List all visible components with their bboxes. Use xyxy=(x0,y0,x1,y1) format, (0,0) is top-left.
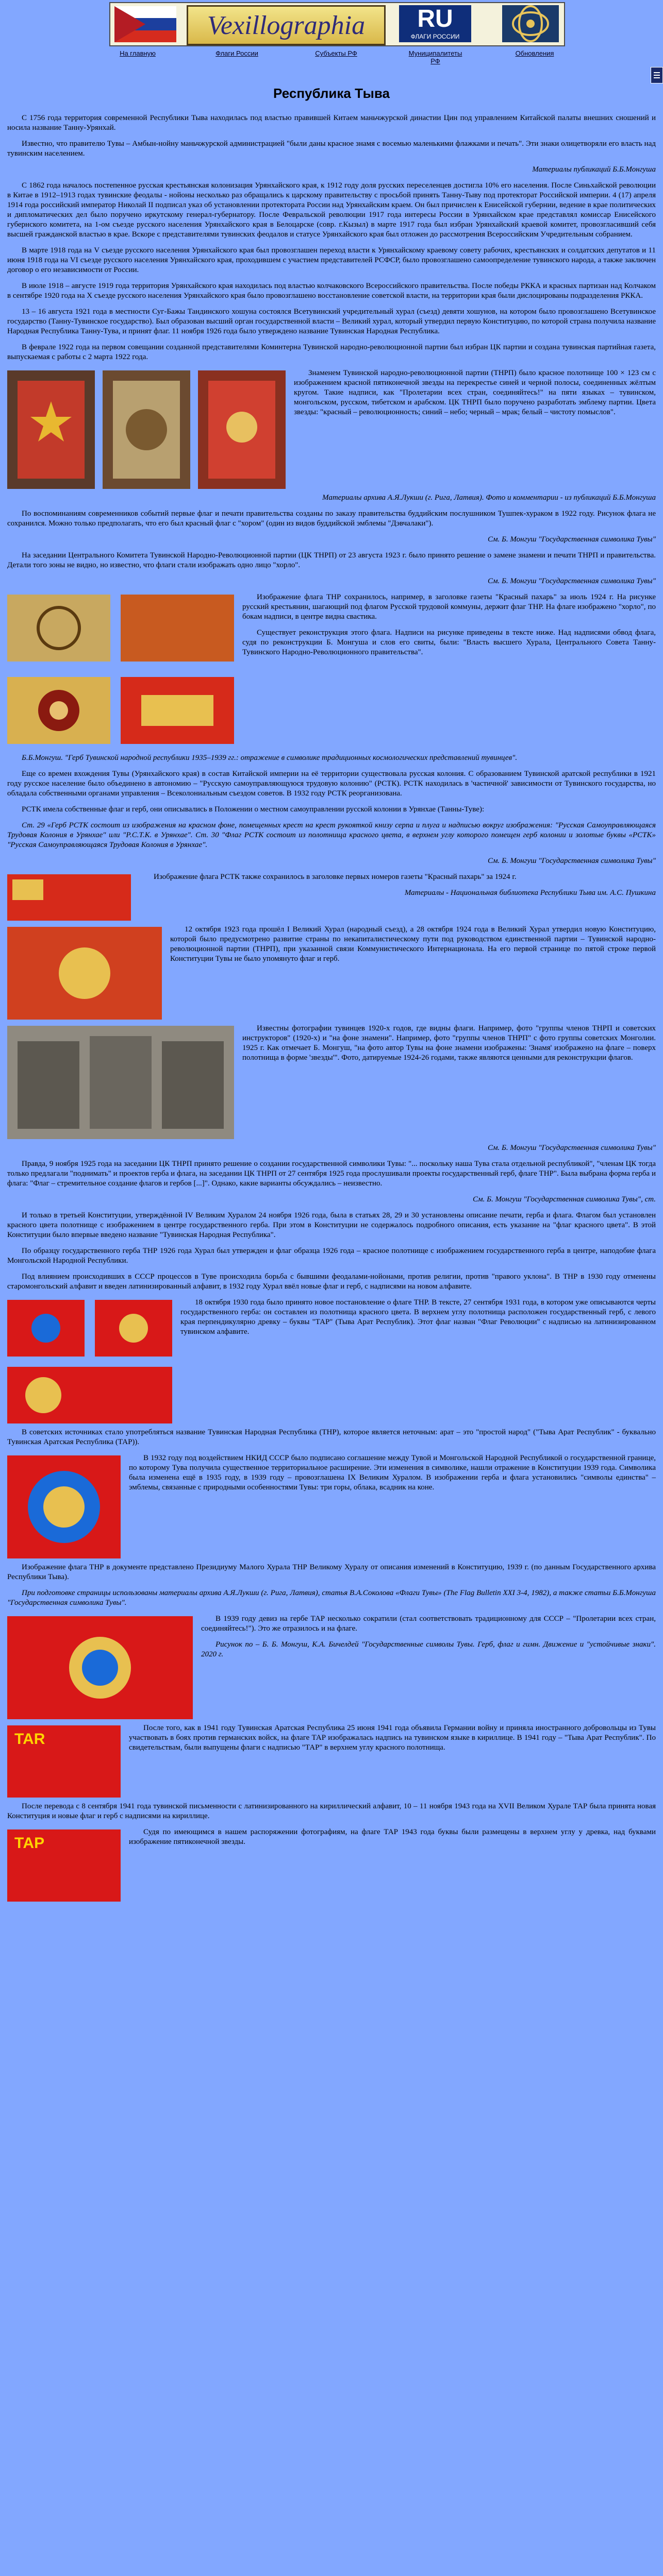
paragraph: Изображение флага ТНР в документе представлено Президиуму Малого Хурала ТНР Великому Хуралу от описания изменений в Конституцию, 1939 г. (по данным Государственного архива Республики Тыва). xyxy=(7,1563,656,1581)
site-title[interactable]: Vexillographia xyxy=(187,5,386,45)
paragraph: В советских источниках стало употребляться название Тувинская Народная Республика (ТНР), которое является неточным: арат – это "простой народ" ("Тыва Арат Республик" - буквально Тувинская Аратская Республика (ТАР)). xyxy=(7,1428,656,1446)
source-note: См. Б. Монгуш "Государственная символика Тувы" xyxy=(487,857,656,865)
figure-text: Изображение флага РСТК также сохранилось в заголовке первых номеров газеты "Красный пахарь" за 1924 г. xyxy=(154,873,517,881)
rstk-flag-image xyxy=(7,874,131,921)
tnr-flag-photos xyxy=(7,595,234,749)
tar-latin-flag xyxy=(7,1725,121,1798)
tnr-flag-figure xyxy=(7,595,234,749)
nav-updates[interactable]: Обновления xyxy=(515,49,554,57)
source-note: См. Б. Монгуш "Государственная символика Тувы", ст. xyxy=(473,1195,656,1204)
tar-flags-1930 xyxy=(7,1300,172,1423)
tar-latin-text: TAR xyxy=(14,1731,45,1748)
nav-municipalities[interactable]: Муниципалитеты РФ xyxy=(408,49,462,65)
khural-figure xyxy=(7,927,162,1020)
tar-1939-flag-figure xyxy=(7,1616,193,1719)
party-banner-figure xyxy=(7,370,286,489)
tar-1939-flag xyxy=(7,1616,193,1719)
party-banner-photo xyxy=(7,370,286,489)
figure-text: 12 октября 1923 года прошёл I Великий Хурал (народный съезд), а 28 октября 1924 года в Великий Хурал утвердил новую Конституцию, которой было предусмотрено развитие страны по некапиталистическому пути под руководством единственной партии – Тувинской народно-революционной партии (ТНРП), при указанной связи Коммунистического Интернационала. На его первой странице по пятой строке первой Конституции Тувы не было упомянуто флаг и герб. xyxy=(170,925,656,963)
figure-text: Существует реконструкция этого флага. Надписи на рисунке приведены в тексте ниже. Над надписями обвод флага, судя по реконструкции Б. Монгуша и слов его свиты, были: "Власть высшего Хурала, Центрального Совета Танну-Тувинского Народно-Революционного правительства". xyxy=(242,629,656,656)
page-title: Республика Тыва xyxy=(273,86,390,101)
russia-flags-badge[interactable] xyxy=(399,5,471,42)
figure-caption: Материалы архива А.Я.Лукши (г. Рига, Латвия). Фото и комментарии - из публикаций Б.Б.Монгуша xyxy=(322,494,656,502)
paragraph: Еще со времен вхождения Тувы (Урянхайского края) в состав Китайской империи на её территории существовала русская колония. С образованием Тувинской аратской республики в 1921 году русское население было объединено в автономию – "Русскую самоуправляющуюся трудовую колонию" (РСТК). РСТК находилась в 'частичной' зависимости от Тувинского государства, но обладала собственными органами управления – Всеколониальным съездом советов. В 1932 году РСТК реорганизована. xyxy=(7,770,656,798)
site-banner xyxy=(109,2,565,46)
paragraph: С 1756 года территория современной Республики Тыва находилась под властью правившей Китаем маньчжурской династии Цин под управлением Китайской палаты внешних сношений и носила название Танну-Урянхай. xyxy=(7,114,656,132)
menu-icon xyxy=(651,67,662,83)
figure-text: После того, как в 1941 году Тувинская Аратская Республика 25 июня 1941 года объявила Германии войну и приняла иностранного добровольцы из Тувы участвовать в боях против германских войск, на флаге ТАР изображалась надпись на тувинском языке в кириллице. В 1941 году – "Тыва Арат Республик". По свидетельствам, были выпущены флаги с надписью "ТАР" в верхнем углу красного полотнища. xyxy=(129,1724,656,1752)
paragraph: Известно, что правителю Тувы – Амбын-нойну маньчжурской администрацией "были даны красное знамя с восемью маленькими флажками и печать". Эти знаки олицетворяли его власть над тувинским населением. xyxy=(7,140,656,158)
paragraph: С 1862 года началось постепенное русская крестьянская колонизация Урянхайского края, к 1912 году доля русских переселенцев достигла 10% его населения. После Синьхайской революции в Китае в 1912–1913 годах тувинские феодалы - нойоны несколько раз обращались к царскому правительству с просьбой принять Танну-Тыву под протекторат Российской империи. 4 (17) апреля 1914 года российский император Николай II подписал указ об установлении протектората России над Урянхайским краем. Он был причислен к Енисейской губернии, ведение в крае политических и дипломатических дел было поручено иркутскому генерал-губернатору. После Февральской революции 1917 года интересы России в Урянхайском крае представлял комиссар Енисейского губернского комитета, на 1-ом съезде русского населения Урянхайского края в Белоцарске (совр. г.Кызыл) в марте 1917 года был избран Урянхайский краевой комитет, провозгласивший себя высшей гражданской властью в крае. Вскоре с представителями тувинских феодалов и статусе Урянхайского края был отложен до рассмотрения Всероссийским Учредительным собранием. xyxy=(7,181,656,239)
figure-text: В 1939 году девиз на гербе ТАР несколько сократили (стал соответствовать традиционному для СССР – "Пролетарии всех стран, соединяйтесь!"). Это же отразилось и на флаге. xyxy=(201,1615,656,1633)
paragraph: На заседании Центрального Комитета Тувинской Народно-Революционной партии (ЦК ТНРП) от 23 августа 1923 г. было принято решение о замене знамени и печати ТНРП и правительства. Детали того зоны не видно, но известно, что флаги стали изображать одно лицо "хорло". xyxy=(7,551,656,569)
source-note: При подготовке страницы использованы материалы архива А.Я.Лукши (г. Рига, Латвия), статья В.А.Соколова «Флаги Тувы» (The Flag Bulletin XXI 3-4, 1982), а также статьи Б.Б.Монгуша "Государственная символика Тувы". xyxy=(7,1589,656,1607)
tar-cyrillic-flag xyxy=(7,1829,121,1902)
source-note: См. Б. Монгуш "Государственная символика Тувы" xyxy=(487,535,656,544)
figure-text: В 1932 году под воздействием НКИД СССР было подписано соглашение между Тувой и Монгольской Народной Республикой о государственной границе, по которому Тува получила существенное территориальное расширение. Эти изменения в символике, нашли отражение в Конституции 1939 года. Символика была изменена ещё в 1935 году, в 1939 году – провозглашена IX Великим Хуралом. В изображении герба и флага установились "символы единства" – эмблемы, связанные с природными особенностями Тувы: три горы, облака, всадник на коне. xyxy=(129,1454,656,1492)
khural-image xyxy=(7,927,162,1020)
photo-1920s-figure xyxy=(7,1026,234,1139)
vexillographia-logo-icon[interactable] xyxy=(114,6,176,42)
figure-caption: Б.Б.Монгуш. "Герб Тувинской народной республики 1935–1939 гг.: отражение в символике традиционных космологических представлений тувинцев". xyxy=(22,754,518,762)
figure-text: Изображение флага ТНР сохранилось, например, в заголовке газеты "Красный пахарь" за июль 1924 г. На рисунке русский крестьянин, шагающий под флагом Русской трудовой коммуны, держит флаг ТНР. На флаге изображено "хорло", по бокам надписи, в центре видна свастика. xyxy=(242,593,656,621)
main-nav xyxy=(109,49,563,67)
knot-emblem-icon[interactable] xyxy=(502,5,559,42)
photo-1920s xyxy=(7,1026,234,1139)
paragraph: По образцу государственного герба ТНР 1926 года Хурал был утвержден и флаг образца 1926 года – красное полотнище с изображением государственного герба в центре, наподобие флага Монгольской Народной Республики. xyxy=(7,1247,656,1265)
paragraph: По воспоминаниям современников событий первые флаг и печати правительства созданы по заказу правительства буддийским послушником Тушпек-хураком в 1922 году. Рисунок флага не сохранился. Можно только предполагать, что его был красный флаг с "хором" (один из видов буддийской эмблемы "Дэвчалаки"). xyxy=(7,510,656,528)
tar-emblem-figure xyxy=(7,1455,121,1558)
nav-federal-subjects[interactable]: Субъекты РФ xyxy=(315,49,357,57)
tar-cyrillic-text: ТАР xyxy=(14,1835,45,1852)
figure-text: 18 октября 1930 года было принято новое постановление о флаге ТНР. В тексте, 27 сентября 1931 года, в котором уже описываются черты государственного герба: он составлен из полотнища красного цвета. В верхнем углу полотнища расположен государственный герб, с левого края перпендикулярно древку – буквы "ТАР" (Тыва Арат Республик). Этот флаг назван "Флаг Революции" с надписью на латинизированном тувинском алфавите. xyxy=(180,1298,656,1336)
paragraph: 13 – 16 августа 1921 года в местности Суг-Бажы Тандинского хошуна состоялся Всетувинский учредительный хурал (съезд) девяти хошунов, на котором было провозглашено Всетувинское государство (Танну-Тувинское государство). Был образован высший орган государственной власти – Великий хурал, который утвердил первую Конституцию, по которой страна получила название Народная Республика Танну-Тува, и принят флаг. 11 ноября 1926 года было утверждено название Тувинская Народная Республика. xyxy=(7,308,656,335)
figure-text: Знаменем Тувинской народно-революционной партии (ТНРП) было красное полотнище 100 × 123 см с изображением красной пятиконечной звезды на перекрестье синей и черной полосы, соединенных жёлтым кругом. Такие надписи, как "Пролетарии всех стран, соединяйтесь!" на пяти языках – тувинском, монгольском, русском, тибетском и арабском. ЦК ТНРП было поручено разработать эмблему партии. Цвета звезды: "красный – революционность; синий – небо; черный – мрак; белый – чистоту помыслов". xyxy=(294,369,656,416)
nav-russia-flags[interactable]: Флаги России xyxy=(216,49,258,57)
source-note: Материалы публикаций Б.Б.Монгуша xyxy=(532,165,656,174)
tar-latin-flag-figure xyxy=(7,1725,121,1798)
quote: Ст. 29 «Герб РСТК состоит из изображения на красном фоне, помещенных крест на крест рукояткой книзу серпа и плуга и надписью вокруг изображения: "Русская Самоуправляющаяся Трудовая Колония в Урянхае" или "Р.С.Т.К. в Урянхае". Ст. 30 "Флаг РСТК состоит из полотнища красного цвета, в верхнем углу которого помещен герб колонии и золотые буквы «РСТК» "Русская Самоуправляющаяся Трудовая Колония в Урянхае". xyxy=(7,821,656,849)
paragraph: В марте 1918 года на V съезде русского населения Урянхайского края был провозглашен переход власти к Урянхайскому краевому совету рабочих, крестьянских и солдатских депутатов и 11 июня 1918 года на VI съезде русского населения Урянхайского края, проходившем с участием представителей РСФСР, было провозглашено самоопределение тувинского народа, а также заключен договор о его независимости от России. xyxy=(7,246,656,274)
nav-home[interactable]: На главную xyxy=(120,49,156,57)
figure-caption: Рисунок по – Б. Б. Монгуш, К.А. Бичелдей "Государственные символы Тувы. Герб, флаг и гимн. Движение и "устойчивые знаки". 2020 г. xyxy=(201,1640,656,1658)
tar-emblem-image xyxy=(7,1455,121,1558)
source-note: См. Б. Монгуш "Государственная символика Тувы" xyxy=(487,577,656,585)
tar-cyrillic-flag-figure xyxy=(7,1829,121,1902)
paragraph: В феврале 1922 года на первом совещании созданной представителями Коминтерна Тувинской народно-революционной партии был избран ЦК партии и создана тувинская партийная газета, выпускаемая с работы с 2 марта 1922 года. xyxy=(7,343,656,361)
top-bar xyxy=(0,0,663,69)
paragraph: РСТК имела собственные флаг и герб, они описывались в Положении о местном самоуправлении русской колонии в Урянхае (Танны-Туве): xyxy=(22,805,485,814)
paragraph: Под влиянием происходивших в СССР процессов в Туве происходила борьба с бывшими феодалами-нойонами, против религии, против "правого уклона". В ТНР в 1930 году отменены старомонгольский алфавит и введен латинизированный алфавит, в 1932 году Хурал ввёл новые флаг и герб, с надписями на новом алфавите. xyxy=(7,1273,656,1291)
ru-subtitle: ФЛАГИ РОССИИ xyxy=(410,33,460,40)
tar-flags-1930-figure xyxy=(7,1300,172,1423)
figure-caption: Материалы - Национальная библиотека Республики Тыва им. А.С. Пушкина xyxy=(404,889,656,897)
paragraph: В июле 1918 – августе 1919 года территория Урянхайского края находилась под властью колчаковского Всероссийского правительства. После победы РККА и красных партизан над Колчаком в сентябре 1920 года на X съезде русского населения Урянхайского края было провозглашено восстановление советской власти, на территории края были дислоцированы подразделения РККА. xyxy=(7,282,656,300)
figure-text: Судя по имеющимся в нашем распоряжении фотографиям, на флаге ТАР 1943 года буквы были размещены в верхнем углу у древка, над буквами изображение пятиконечной звезды. xyxy=(129,1828,656,1846)
source-note: См. Б. Монгуш "Государственная символика Тувы" xyxy=(487,1144,656,1152)
figure-text: Известны фотографии тувинцев 1920-х годов, где видны флаги. Например, фото "группы членов ТНРП и советских инструкторов" (1920-х) и "на фоне знамени". Например, фото "группы членов ТНРП" с фото группы советских Монголии. 1925 г. Как отмечает Б. Монгуш, "на фото автор Тувы на фоне знамени изображены: 'Знамя' изображено на флаге – поверх полотнища в форме 'звезды'". Фото, датируемые 1924-26 годами, также являются ценными для реконструкции флагов. xyxy=(242,1024,656,1062)
side-menu-button[interactable] xyxy=(651,67,663,83)
paragraph: После перевода с 8 сентября 1941 года тувинской письменности с латинизированного на кириллический алфавит, 10 – 11 ноября 1943 года на XVII Великом Хурале ТАР была принята новая Конституция и новые флаг и герб с надписями на кириллице. xyxy=(7,1802,656,1820)
article-content xyxy=(7,113,656,1906)
rstk-flag-figure xyxy=(7,874,131,921)
ru-title: RU xyxy=(417,5,453,32)
paragraph: Правда, 9 ноября 1925 года на заседании ЦК ТНРП принято решение о создании государственной символики Тувы: "... поскольку наша Тува стала отдельной республикой", "членам ЦК тогда только предлагали "поднимать" и проектов герба и флага, на заседании ЦК ТНРП от 27 сентября 1925 года прослушивали проекты государственный герб, флаге ТНР". Была выбрана форма герба и флага: "Флаг – стремительное создание флагов и гербов [...]". Однако, какие варианты обсуждались – неизвестно. xyxy=(7,1160,656,1188)
paragraph: И только в третьей Конституции, утверждённой IV Великим Хуралом 24 ноября 1926 года, была в статьях 28, 29 и 30 установлены описание печати, герба и флага. Флагом был установлен красного цвета полотнище с изображением в центре государственного герба. При этом в Конституции не содержалось подробного описания, есть указание на "флаг красного цвета". В этой Конституции было впервые введено название "Тувинская Народная Республика". xyxy=(7,1211,656,1239)
